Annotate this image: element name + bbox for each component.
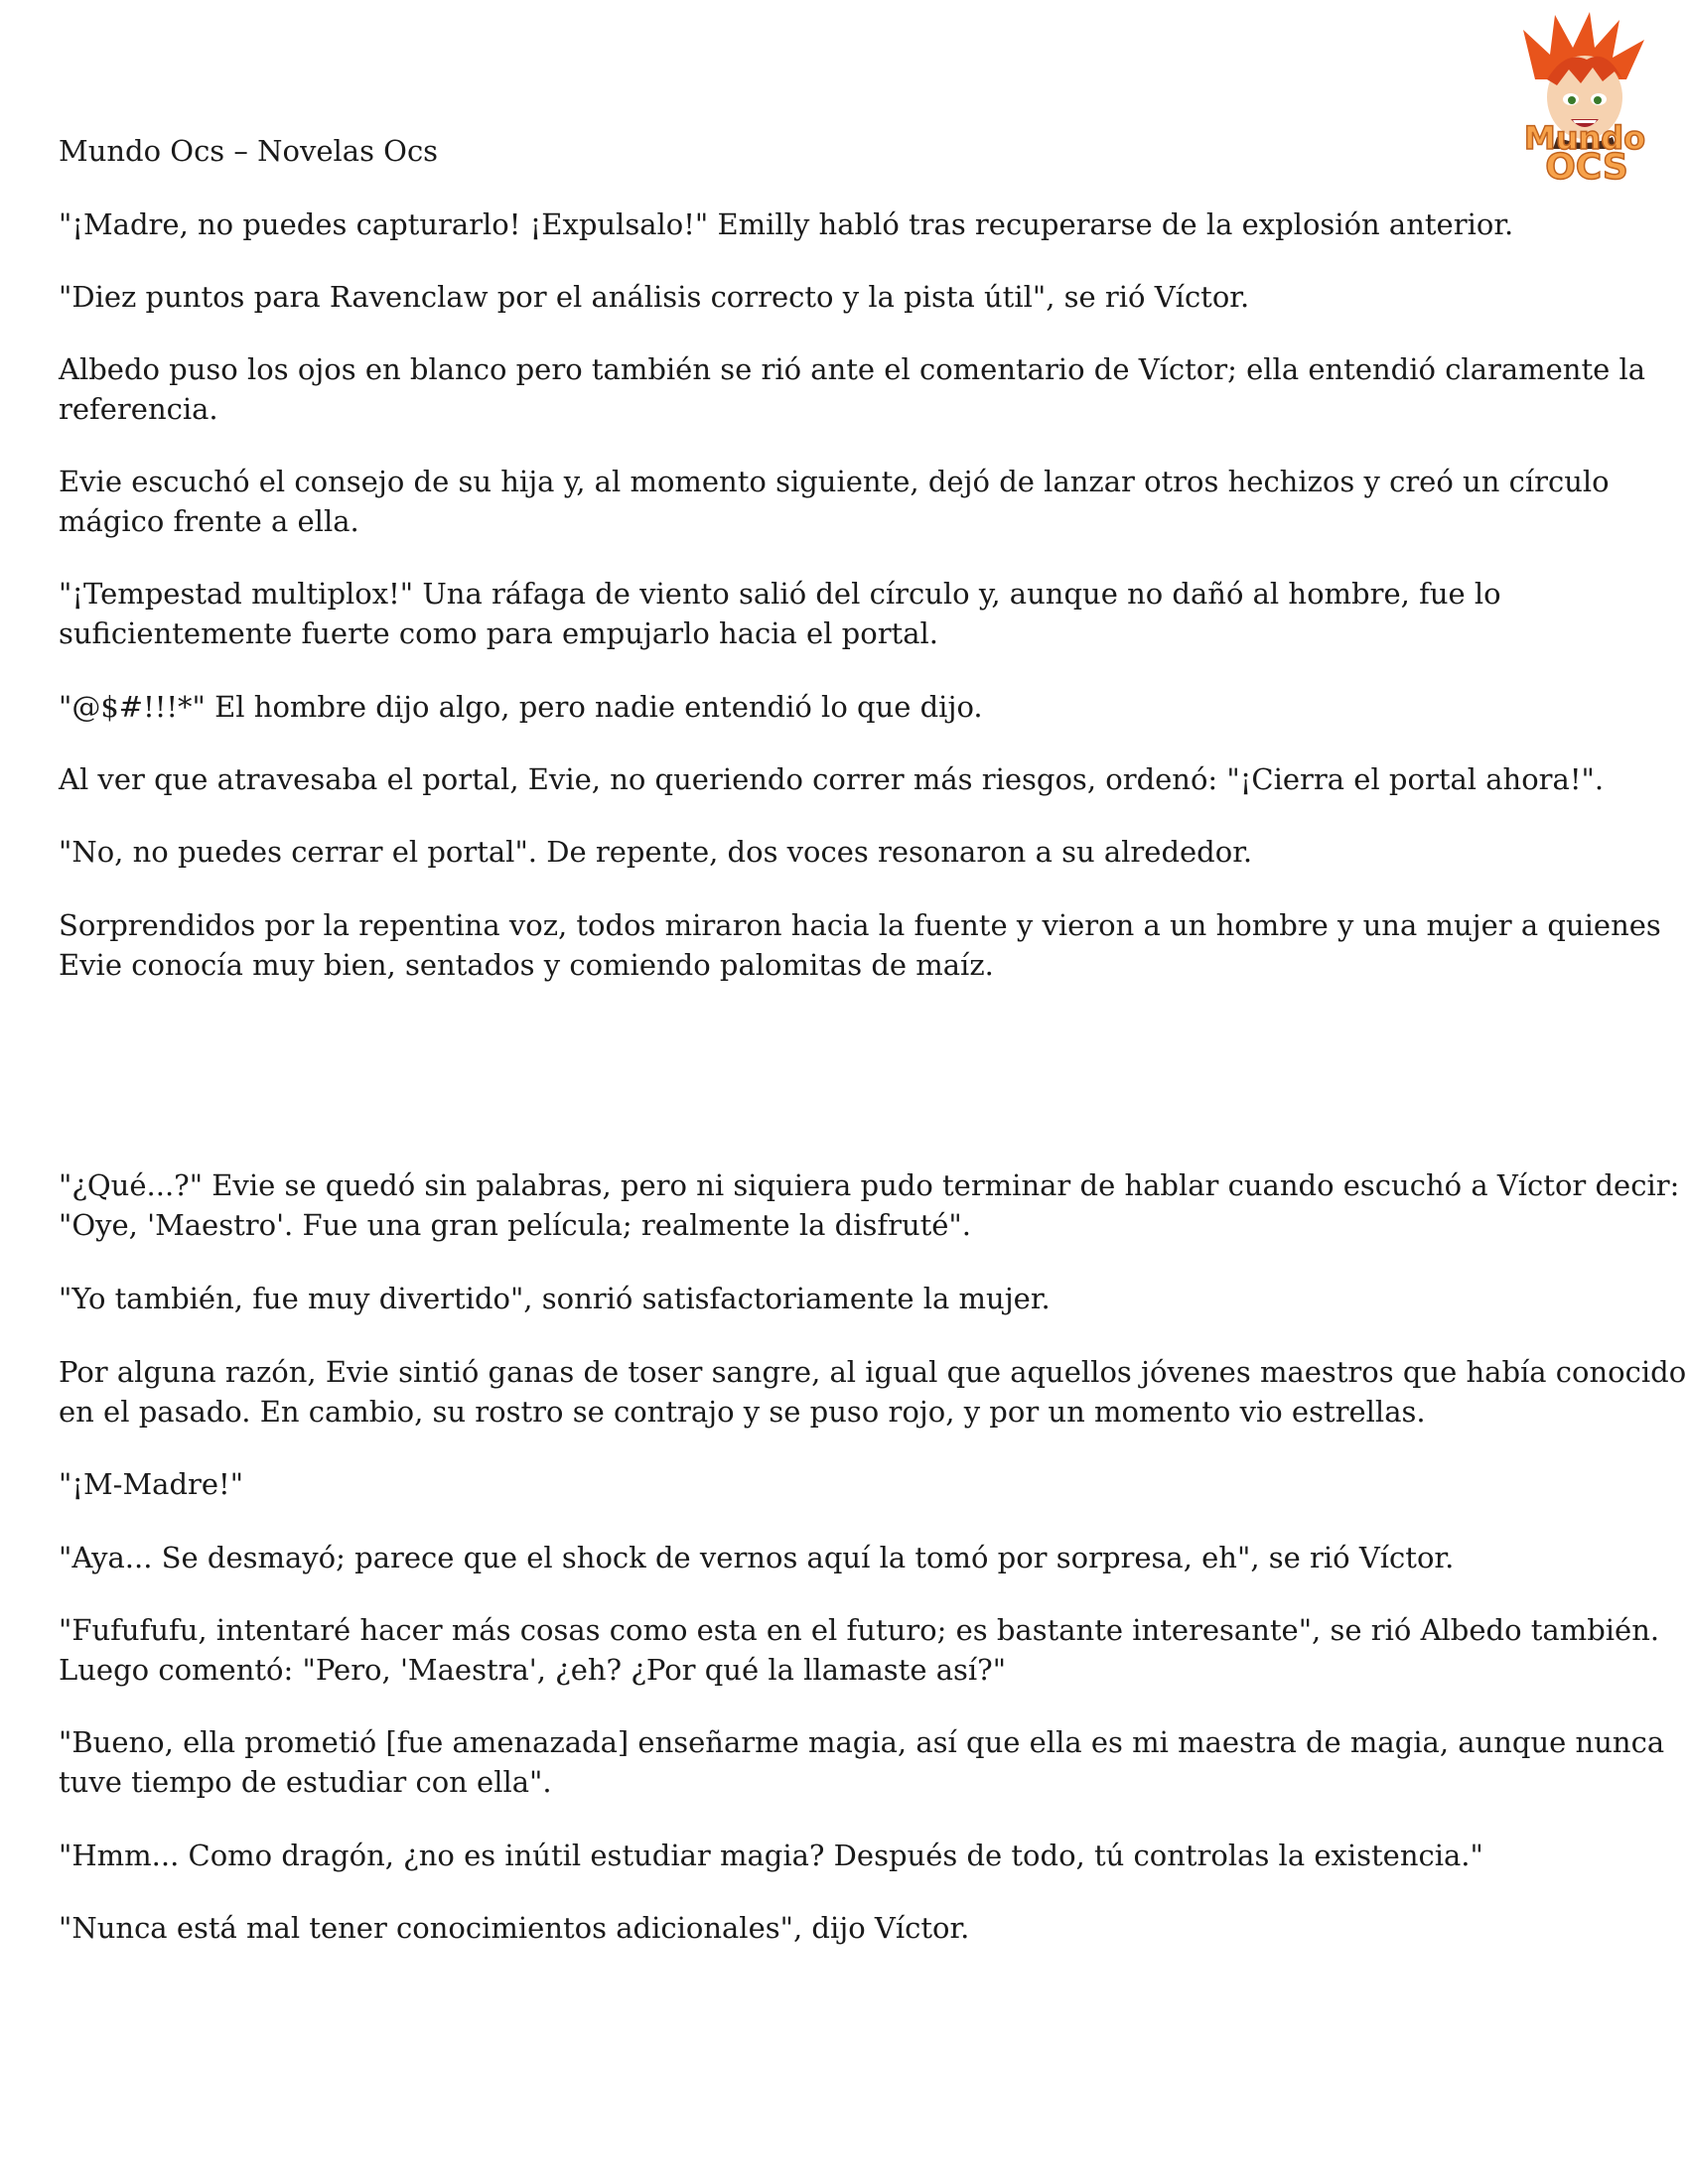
paragraph-line: "Fufufufu, intentaré hacer más cosas como esta en el futuro; es bastante interesante", se rió Albedo también.	[59, 1613, 1660, 1647]
paragraph-line: "Aya... Se desmayó; parece que el shock de vernos aquí la tomó por sorpresa, eh", se rió Víctor.	[59, 1541, 1455, 1574]
paragraph-6	[59, 687, 1627, 727]
paragraph-line: "¡Tempestad multiplox!" Una ráfaga de viento salió del círculo y, aunque no dañó al hombre, fue lo	[59, 577, 1501, 611]
paragraph-8	[59, 832, 1627, 872]
paragraph-14	[59, 1538, 1627, 1577]
paragraph-11	[59, 1279, 1627, 1318]
paragraph-line: "Bueno, ella prometió [fue amenazada] enseñarme magia, así que ella es mi maestra de magia, aunque nunca	[59, 1725, 1665, 1759]
logo-text-line2: OCS	[1545, 147, 1628, 184]
paragraph-line: "Oye, 'Maestro'. Fue una gran película; realmente la disfruté".	[59, 1208, 971, 1242]
paragraph-4	[59, 462, 1627, 541]
logo-text-line1: Mundo	[1523, 119, 1646, 157]
paragraph-15	[59, 1610, 1660, 1690]
paragraph-1	[59, 205, 1627, 244]
paragraph-line: Albedo puso los ojos en blanco pero también se rió ante el comentario de Víctor; ella entendió claramente la	[59, 352, 1646, 386]
paragraph-line: referencia.	[59, 392, 218, 426]
paragraph-line: "No, no puedes cerrar el portal". De repente, dos voces resonaron a su alrededor.	[59, 835, 1253, 869]
paragraph-16	[59, 1722, 1665, 1802]
paragraph-10	[59, 1165, 1680, 1245]
paragraph-line: "@$#!!!*" El hombre dijo algo, pero nadie entendió lo que dijo.	[59, 690, 983, 724]
paragraph-line: "¡M-Madre!"	[59, 1467, 244, 1501]
paragraph-3	[59, 349, 1646, 429]
paragraph-line: tuve tiempo de estudiar con ella".	[59, 1765, 552, 1799]
paragraph-line: Evie conocía muy bien, sentados y comiendo palomitas de maíz.	[59, 948, 994, 982]
paragraph-18	[59, 1908, 1627, 1948]
paragraph-line: suficientemente fuerte como para empujarlo hacia el portal.	[59, 616, 938, 650]
mascot-logo-icon	[1495, 10, 1674, 184]
paragraph-line: Sorprendidos por la repentina voz, todos miraron hacia la fuente y vieron a un hombre y una mujer a quienes	[59, 908, 1661, 942]
document-header: Mundo Ocs – Novelas Ocs	[59, 134, 439, 168]
paragraph-13	[59, 1464, 1627, 1504]
paragraph-17	[59, 1836, 1627, 1875]
paragraph-line: "Nunca está mal tener conocimientos adicionales", dijo Víctor.	[59, 1911, 970, 1945]
paragraph-line: en el pasado. En cambio, su rostro se contrajo y se puso rojo, y por un momento vio estrellas.	[59, 1395, 1426, 1429]
mundo-ocs-logo	[1495, 10, 1674, 184]
paragraph-2	[59, 277, 1627, 317]
paragraph-line: "Diez puntos para Ravenclaw por el análisis correcto y la pista útil", se rió Víctor.	[59, 280, 1250, 314]
paragraph-line: Evie escuchó el consejo de su hija y, al momento siguiente, dejó de lanzar otros hechizos y creó un círculo	[59, 465, 1610, 498]
paragraph-line: "¿Qué...?" Evie se quedó sin palabras, pero ni siquiera pudo terminar de hablar cuando escuchó a Víctor decir:	[59, 1168, 1680, 1202]
paragraph-7	[59, 759, 1627, 799]
paragraph-5	[59, 574, 1627, 653]
paragraph-line: mágico frente a ella.	[59, 504, 359, 538]
paragraph-line: "Yo también, fue muy divertido", sonrió satisfactoriamente la mujer.	[59, 1282, 1051, 1315]
paragraph-line: Al ver que atravesaba el portal, Evie, no queriendo correr más riesgos, ordenó: "¡Cierra el portal ahora!".	[59, 762, 1605, 796]
paragraph-line: "¡Madre, no puedes capturarlo! ¡Expulsalo!" Emilly habló tras recuperarse de la explosión anterior.	[59, 207, 1514, 241]
paragraph-line: Por alguna razón, Evie sintió ganas de toser sangre, al igual que aquellos jóvenes maestros que había conocido	[59, 1355, 1687, 1389]
paragraph-line: Luego comentó: "Pero, 'Maestra', ¿eh? ¿Por qué la llamaste así?"	[59, 1653, 1007, 1687]
paragraph-9	[59, 905, 1661, 985]
paragraph-12	[59, 1352, 1687, 1432]
paragraph-line: "Hmm... Como dragón, ¿no es inútil estudiar magia? Después de todo, tú controlas la existencia."	[59, 1839, 1483, 1872]
